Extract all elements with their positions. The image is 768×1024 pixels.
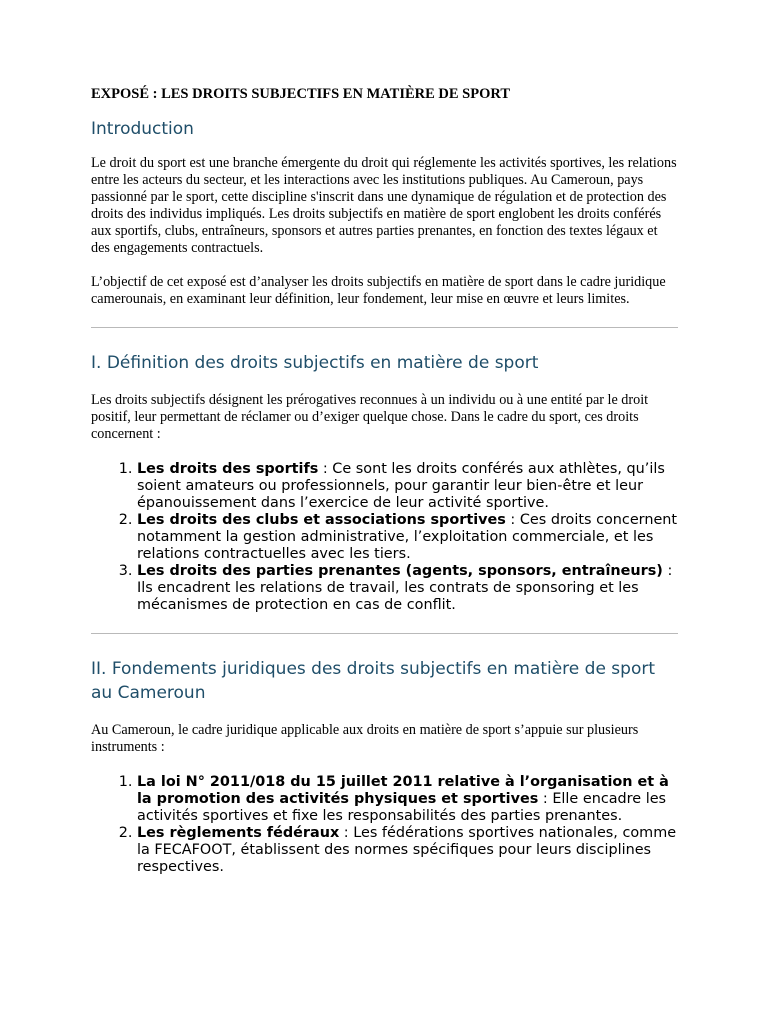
- list-item-text: : Ce sont les droits conférés aux athlètes, qu’ils soient amateurs ou professionnels, pour garantir leur bien-être et leur épanouissement dans l’exercice de leur activité sportive.: [137, 461, 665, 511]
- intro-paragraph-2: L’objectif de cet exposé est d’analyser les droits subjectifs en matière de sport dans le cadre juridique camerounais, en examinant leur définition, leur fondement, leur mise en œuvre et leurs limites.: [91, 274, 666, 307]
- section-1-list: [91, 461, 678, 614]
- section-1-heading: I. Définition des droits subjectifs en matière de sport: [91, 353, 539, 373]
- section-2-list: [91, 774, 678, 876]
- intro-paragraph-1: Le droit du sport est une branche émergente du droit qui réglemente les activités sportives, les relations entre les acteurs du secteur, et les interactions avec les institutions publiques. Au Cameroun, pays passionné par le sport, cette discipline s'inscrit dans une dynamique de régulation et de protection des droits des individus impliqués. Les droits subjectifs en matière de sport englobent les droits conférés aux sportifs, clubs, entraîneurs, sponsors et autres parties prenantes, en fonction des textes légaux et des engagements contractuels.: [91, 155, 677, 256]
- section-divider: [91, 327, 678, 328]
- section-divider: [91, 633, 678, 634]
- section-2-heading: II. Fondements juridiques des droits subjectifs en matière de sport au Cameroun: [91, 659, 656, 703]
- list-item-bold: Les règlements fédéraux: [137, 825, 340, 841]
- section-2-paragraph: Au Cameroun, le cadre juridique applicable aux droits en matière de sport s’appuie sur plusieurs instruments :: [91, 722, 639, 755]
- intro-heading: Introduction: [91, 119, 194, 139]
- list-item-text: : Ces droits concernent notamment la gestion administrative, l’exploitation commerciale, et les relations contractuelles avec les tiers.: [137, 512, 678, 562]
- list-item-bold: La loi N° 2011/018 du 15 juillet 2011 relative à l’organisation et à la promotion des activités physiques et sportives: [137, 774, 669, 807]
- list-item: [137, 563, 678, 614]
- list-item: [137, 512, 678, 563]
- list-item-bold: Les droits des clubs et associations sportives: [137, 512, 506, 528]
- list-item: [137, 461, 678, 512]
- list-item-text: : Les fédérations sportives nationales, comme la FECAFOOT, établissent des normes spécifiques pour leurs disciplines respectives.: [137, 825, 677, 875]
- document-page: [91, 85, 678, 876]
- list-item-bold: Les droits des sportifs: [137, 461, 319, 477]
- section-1-paragraph: Les droits subjectifs désignent les prérogatives reconnues à un individu ou à une entité par le droit positif, leur permettant de réclamer ou d’exiger quelque chose. Dans le cadre du sport, ces droits concernent :: [91, 392, 649, 442]
- list-item: [137, 774, 678, 825]
- list-item-bold: Les droits des parties prenantes (agents, sponsors, entraîneurs): [137, 563, 663, 579]
- list-item: [137, 825, 678, 876]
- list-item-text: : Ils encadrent les relations de travail, les contrats de sponsoring et les mécanismes de protection en cas de conflit.: [137, 563, 673, 613]
- document-title: EXPOSÉ : LES DROITS SUBJECTIFS EN MATIÈRE DE SPORT: [91, 86, 511, 102]
- list-item-text: : Elle encadre les activités sportives et fixe les responsabilités des parties prenantes.: [137, 791, 667, 824]
